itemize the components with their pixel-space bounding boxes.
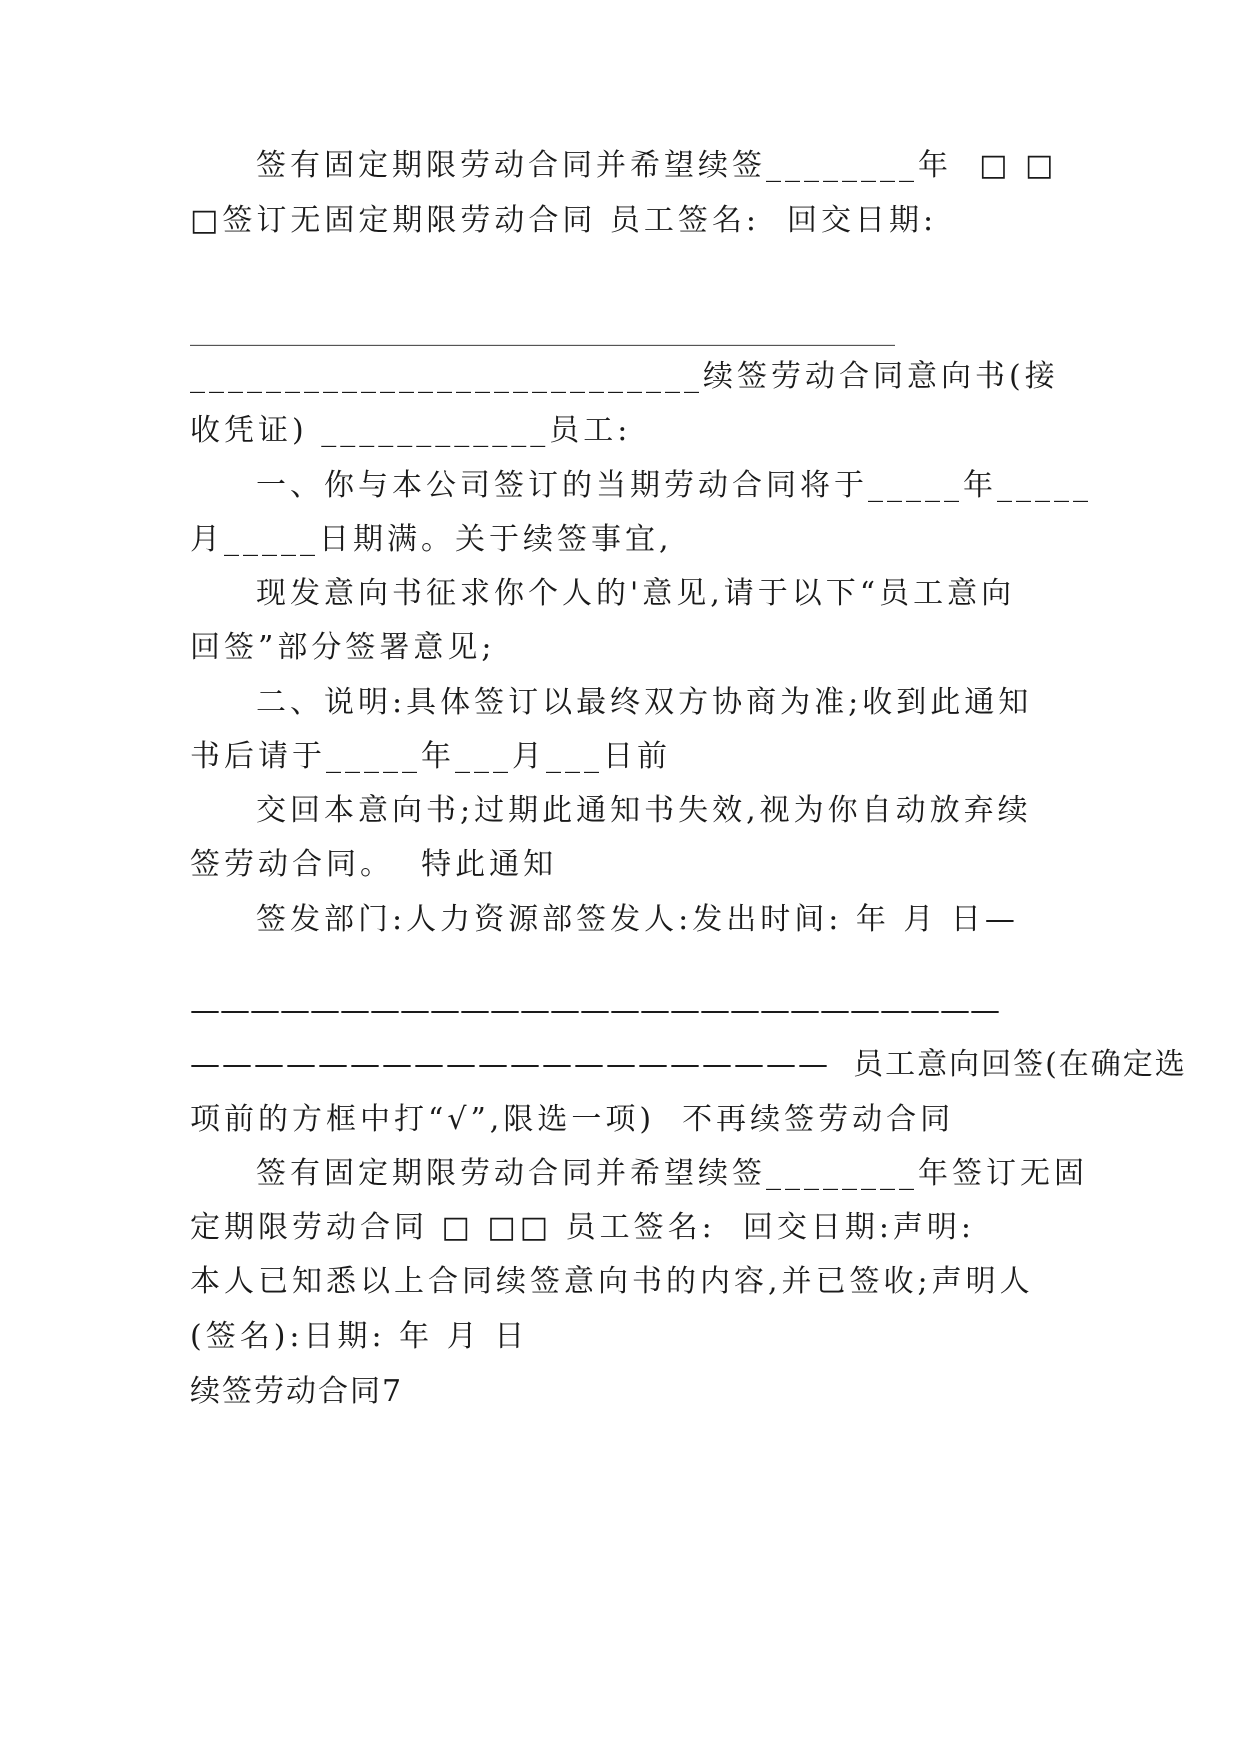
text-line: 现发意向书征求你个人的'意见,请于以下“员工意向 bbox=[256, 576, 1016, 611]
text-line: 定期限劳动合同 □ □□ 员工签名: 回交日期:声明: bbox=[190, 1210, 976, 1245]
text-line: 一、你与本公司签订的当期劳动合同将于_____年_____ bbox=[256, 468, 1092, 503]
text-line: 签发部门:人力资源部签发人:发出时间: 年 月 日— bbox=[256, 902, 1019, 937]
text-line: _______________________________________________ bbox=[190, 312, 895, 347]
text-line: □签订无固定期限劳动合同 员工签名: 回交日期: bbox=[190, 203, 938, 238]
text-line: 书后请于_____年___月___日前 bbox=[190, 739, 671, 774]
text-line: 本人已知悉以上合同续签意向书的内容,并已签收;声明人 bbox=[190, 1264, 1034, 1299]
text-line: ___________________________续签劳动合同意向书(接 bbox=[190, 359, 1059, 394]
text-line: 续签劳动合同7 bbox=[190, 1374, 404, 1409]
text-line: 签劳动合同。 特此通知 bbox=[190, 847, 558, 882]
text-line: ———————————————————— 员工意向回签(在确定选 bbox=[190, 1047, 1187, 1082]
text-line: 二、说明:具体签订以最终双方协商为准;收到此通知 bbox=[256, 685, 1033, 720]
text-line: 月_____日期满。关于续签事宜, bbox=[190, 522, 673, 557]
text-line: ——————————————————————————— bbox=[190, 993, 1000, 1028]
text-line: (签名):日期: 年 月 日 bbox=[190, 1319, 529, 1354]
text-line: 签有固定期限劳动合同并希望续签________年 □ □ bbox=[256, 148, 1058, 183]
text-line: 回签”部分签署意见; bbox=[190, 630, 496, 665]
text-line: 收凭证) ____________员工: bbox=[190, 413, 632, 448]
text-line: 项前的方框中打“√”,限选一项) 不再续签劳动合同 bbox=[190, 1102, 955, 1137]
text-line: 签有固定期限劳动合同并希望续签________年签订无固 bbox=[256, 1156, 1088, 1191]
text-line: 交回本意向书;过期此通知书失效,视为你自动放弃续 bbox=[256, 793, 1032, 828]
